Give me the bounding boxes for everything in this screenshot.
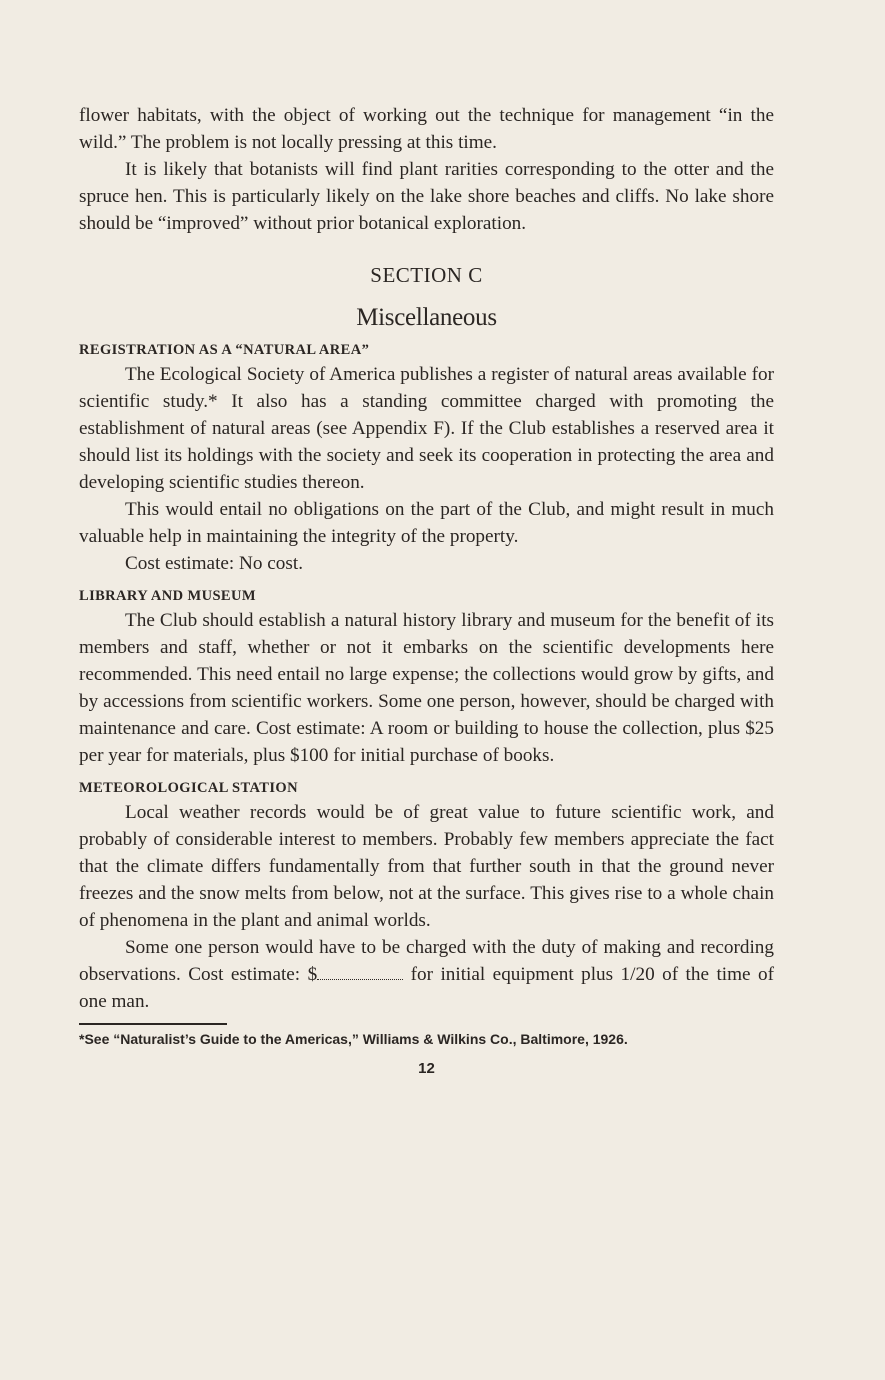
meteorological-text-after-blank: for initial equipment plus 1/20 of the time of one man. [79,964,774,1012]
section-title: SECTION C [370,263,483,287]
body-paragraph-1: flower habitats, with the object of working out the technique for management “in the wild.” The problem is not locally pressing at this time. [79,105,774,153]
meteorological-heading: METEOROLOGICAL STATION [79,780,298,796]
library-heading: LIBRARY AND MUSEUM [79,588,256,604]
registration-cost: Cost estimate: No cost. [125,553,303,574]
section-subtitle: Miscellaneous [356,304,497,331]
meteorological-paragraph-2 [79,934,774,1015]
body-paragraph-2: It is likely that botanists will find plant rarities corresponding to the otter and the spruce hen. This is particularly likely on the lake shore beaches and cliffs. No lake shore should be “improved” without prior botanical exploration. [79,159,774,234]
library-paragraph: The Club should establish a natural history library and museum for the benefit of its members and staff, whether or not it embarks on the scientific developments here recommended. This need entail no large expense; the collections would grow by gifts, and by accessions from scientific workers. Some one person, however, should be charged with maintenance and care. Cost estimate: A room or building to house the collection, plus $25 per year for materials, plus $100 for initial purchase of books. [79,610,774,766]
meteorological-paragraph-1: Local weather records would be of great value to future scientific work, and probably of considerable interest to members. Probably few members appreciate the fact that the climate differs fundamentally from that further south in that the ground never freezes and the snow melts from below, not at the surface. This gives rise to a whole chain of phenomena in the plant and animal worlds. [79,802,774,931]
page-number: 12 [418,1060,435,1077]
registration-heading: REGISTRATION AS A “NATURAL AREA” [79,342,370,358]
meteorological-text-before-blank: Some one person would have to be charged with the duty of making and recording observations. Cost estimate: $ [79,937,774,985]
registration-paragraph-2: This would entail no obligations on the part of the Club, and might result in much valuable help in maintaining the integrity of the property. [79,499,774,547]
footnote-divider [79,1023,227,1025]
registration-paragraph-1: The Ecological Society of America publishes a register of natural areas available for scientific study.* It also has a standing committee charged with promoting the establishment of natural areas (see Appendix F). If the Club establishes a reserved area it should list its holdings with the society and seek its cooperation in protecting the area and developing scientific studies thereon. [79,364,774,493]
footnote: *See “Naturalist’s Guide to the Americas,” Williams & Wilkins Co., Baltimore, 1926. [79,1031,628,1047]
cost-blank-line [317,964,403,980]
document-page [79,102,774,1079]
